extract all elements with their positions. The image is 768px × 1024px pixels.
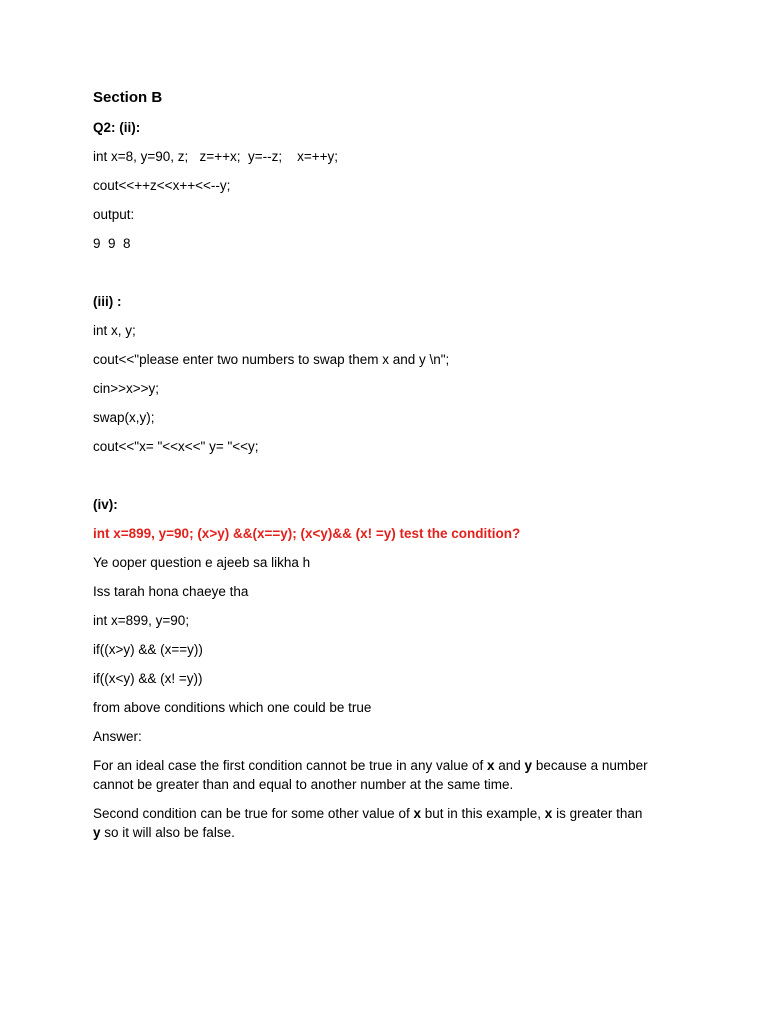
answer-line [93,805,642,823]
answer-text: because a number [532,758,648,773]
question-text: int x=899, y=90; (x>y) &&(x==y); (x<y)&& (x! =y) test the condition? [93,526,521,541]
comment-line: Iss tarah hona chaeye tha [93,584,249,599]
answer-line [93,776,513,794]
answer-line [93,824,235,842]
code-line: cout<<"please enter two numbers to swap them x and y \n"; [93,352,450,367]
question-heading-iv: (iv): [93,497,118,512]
variable-x: x [544,806,553,821]
answer-label: Answer: [93,729,142,744]
section-title: Section B [93,89,163,106]
variable-x: x [413,806,421,821]
answer-text: and [494,758,525,773]
code-line: cout<<++z<<x++<<--y; [93,178,231,193]
answer-text: is greater than [552,806,643,821]
code-line: cin>>x>>y; [93,381,160,396]
variable-x: x [487,758,495,773]
answer-text: so it will also be false. [100,825,235,840]
answer-text: but in this example, [420,806,545,821]
answer-line [93,757,648,775]
output-label: output: [93,207,135,222]
code-line: cout<<"x= "<<x<<" y= "<<y; [93,439,259,454]
output-value: 9 9 8 [93,236,131,251]
answer-text: Second condition can be true for some other value of [93,806,414,821]
code-line: int x, y; [93,323,136,338]
prompt-line: from above conditions which one could be true [93,700,372,715]
variable-y: y [93,825,101,840]
code-line: int x=899, y=90; [93,613,190,628]
answer-text: For an ideal case the first condition cannot be true in any value of [93,758,487,773]
question-heading-ii: Q2: (ii): [93,120,141,135]
code-line: if((x>y) && (x==y)) [93,642,203,657]
comment-line: Ye ooper question e ajeeb sa likha h [93,555,311,570]
question-heading-iii: (iii) : [93,294,122,309]
answer-text: cannot be greater than and equal to another number at the same time. [93,777,514,792]
code-line: if((x<y) && (x! =y)) [93,671,203,686]
code-line: int x=8, y=90, z; z=++x; y=--z; x=++y; [93,149,338,164]
variable-y: y [524,758,533,773]
code-line: swap(x,y); [93,410,155,425]
